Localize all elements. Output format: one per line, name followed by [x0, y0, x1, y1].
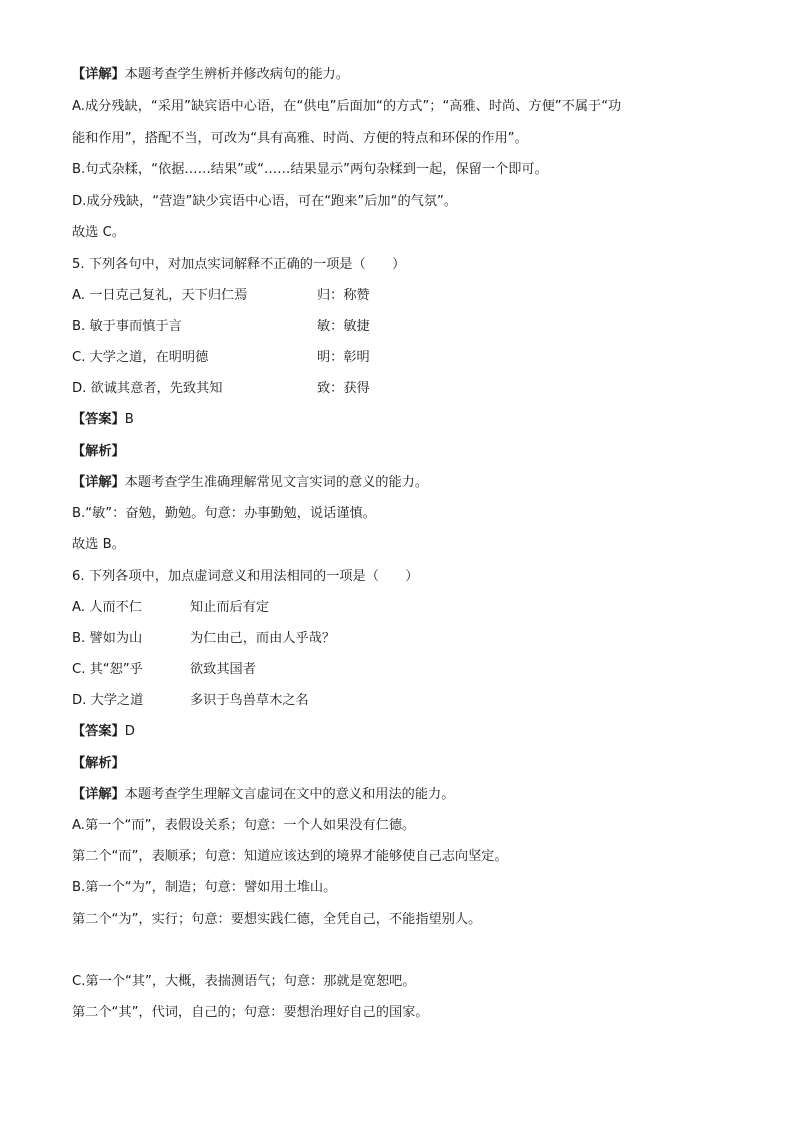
- answer-value: B: [124, 412, 134, 427]
- q6-option-d: [72, 692, 734, 710]
- q6-explain-line: B.第一个“为”，制造；句意：譬如用土堆山。: [72, 880, 337, 895]
- option-sentence: 敏于事而慎于言: [89, 319, 182, 334]
- option-second: 为仁由己，而由人乎哉？: [190, 631, 336, 646]
- q5-conclusion: 故选 B。: [72, 537, 125, 552]
- option-label: A.: [72, 600, 85, 615]
- answer-tag: 【答案】: [72, 412, 125, 427]
- q6-explain-line: 第二个“其”，代词，自己的；句意：要想治理好自己的国家。: [72, 1005, 429, 1020]
- option-label: A.: [72, 288, 85, 303]
- option-sentence: 大学之道，在明明德: [89, 350, 209, 365]
- q6-detail: [72, 786, 734, 804]
- explain-line: 能和作用”，搭配不当，可改为“具有高雅、时尚、方便的特点和环保的作用”。: [72, 131, 528, 146]
- option-second: 欲致其国者: [190, 662, 256, 677]
- option-sentence: 欲诚其意者，先致其知: [90, 381, 223, 396]
- option-sentence: 一日克己复礼，天下归仁焉: [89, 288, 248, 303]
- option-label: B.: [72, 631, 86, 646]
- conclusion-line: 故选 C。: [72, 225, 125, 240]
- q5-explain: B.“敏”：奋勉，勤勉。句意：办事勤勉，说话谨慎。: [72, 506, 376, 521]
- option-label: C.: [72, 662, 86, 677]
- q6-option-a: [72, 599, 734, 617]
- question-5-stem: 5. 下列各句中，对加点实词解释不正确的一项是（ ）: [72, 257, 406, 272]
- explain-line: D.成分残缺，“营造”缺少宾语中心语，可在“跑来”后加“的气氛”。: [72, 194, 458, 209]
- q6-explain-line: 第二个“而”，表顺承；句意：知道应该达到的境界才能够使自己志向坚定。: [72, 849, 508, 864]
- option-second: 知止而后有定: [190, 600, 270, 615]
- q5-detail: [72, 474, 734, 492]
- q6-answer: [72, 723, 734, 741]
- explain-line: A.成分残缺，“采用”缺宾语中心语，在“供电”后面加“的方式”；“高雅、时尚、方便”不属于“功: [72, 99, 622, 114]
- detail-tag: 【详解】: [72, 67, 125, 82]
- q6-explain-line: A.第一个“而”，表假设关系；句意：一个人如果没有仁德。: [72, 818, 416, 833]
- q5-option-b: [72, 318, 734, 336]
- option-label: D.: [72, 381, 87, 396]
- explain-line: B.句式杂糅，“依据……结果”或“……结果显示”两句杂糅到一起，保留一个即可。: [72, 162, 548, 177]
- q6-explain-line: 第二个“为”，实行；句意：要想实践仁德，全凭自己，不能指望别人。: [72, 912, 482, 927]
- analysis-tag: 【解析】: [72, 756, 125, 771]
- analysis-tag: 【解析】: [72, 444, 125, 459]
- option-label: C.: [72, 350, 86, 365]
- option-first: 其“恕”乎: [89, 662, 143, 677]
- detail-text: 本题考查学生准确理解常见文言实词的意义的能力。: [124, 475, 429, 490]
- q5-option-a: [72, 287, 734, 305]
- option-label: B.: [72, 319, 86, 334]
- option-gloss: 敏：敏捷: [317, 319, 370, 334]
- detail-text: 本题考查学生辨析并修改病句的能力。: [124, 67, 349, 82]
- q6-option-c: [72, 661, 734, 679]
- question-6-stem: 6. 下列各项中，加点虚词意义和用法相同的一项是（ ）: [72, 569, 419, 584]
- q6-explain-line: C.第一个“其”，大概，表揣测语气；句意：那就是宽恕吧。: [72, 974, 416, 989]
- q5-answer: [72, 411, 734, 429]
- q5-option-c: [72, 349, 734, 367]
- option-gloss: 明：彰明: [317, 350, 370, 365]
- option-gloss: 致：获得: [317, 381, 370, 396]
- q6-analysis-tag: [72, 755, 734, 773]
- answer-tag: 【答案】: [72, 724, 125, 739]
- option-gloss: 归：称赞: [317, 288, 370, 303]
- q5-option-d: [72, 380, 734, 398]
- option-label: D.: [72, 693, 87, 708]
- option-first: 大学之道: [90, 693, 144, 708]
- detail-line-q4: [72, 66, 734, 84]
- q5-analysis-tag: [72, 443, 734, 461]
- option-first: 譬如为山: [89, 631, 143, 646]
- option-second: 多识于鸟兽草木之名: [190, 693, 309, 708]
- option-first: 人而不仁: [89, 600, 142, 615]
- detail-text: 本题考查学生理解文言虚词在文中的意义和用法的能力。: [124, 787, 455, 802]
- detail-tag: 【详解】: [72, 475, 125, 490]
- answer-value: D: [124, 724, 135, 739]
- q6-option-b: [72, 630, 734, 648]
- detail-tag: 【详解】: [72, 787, 125, 802]
